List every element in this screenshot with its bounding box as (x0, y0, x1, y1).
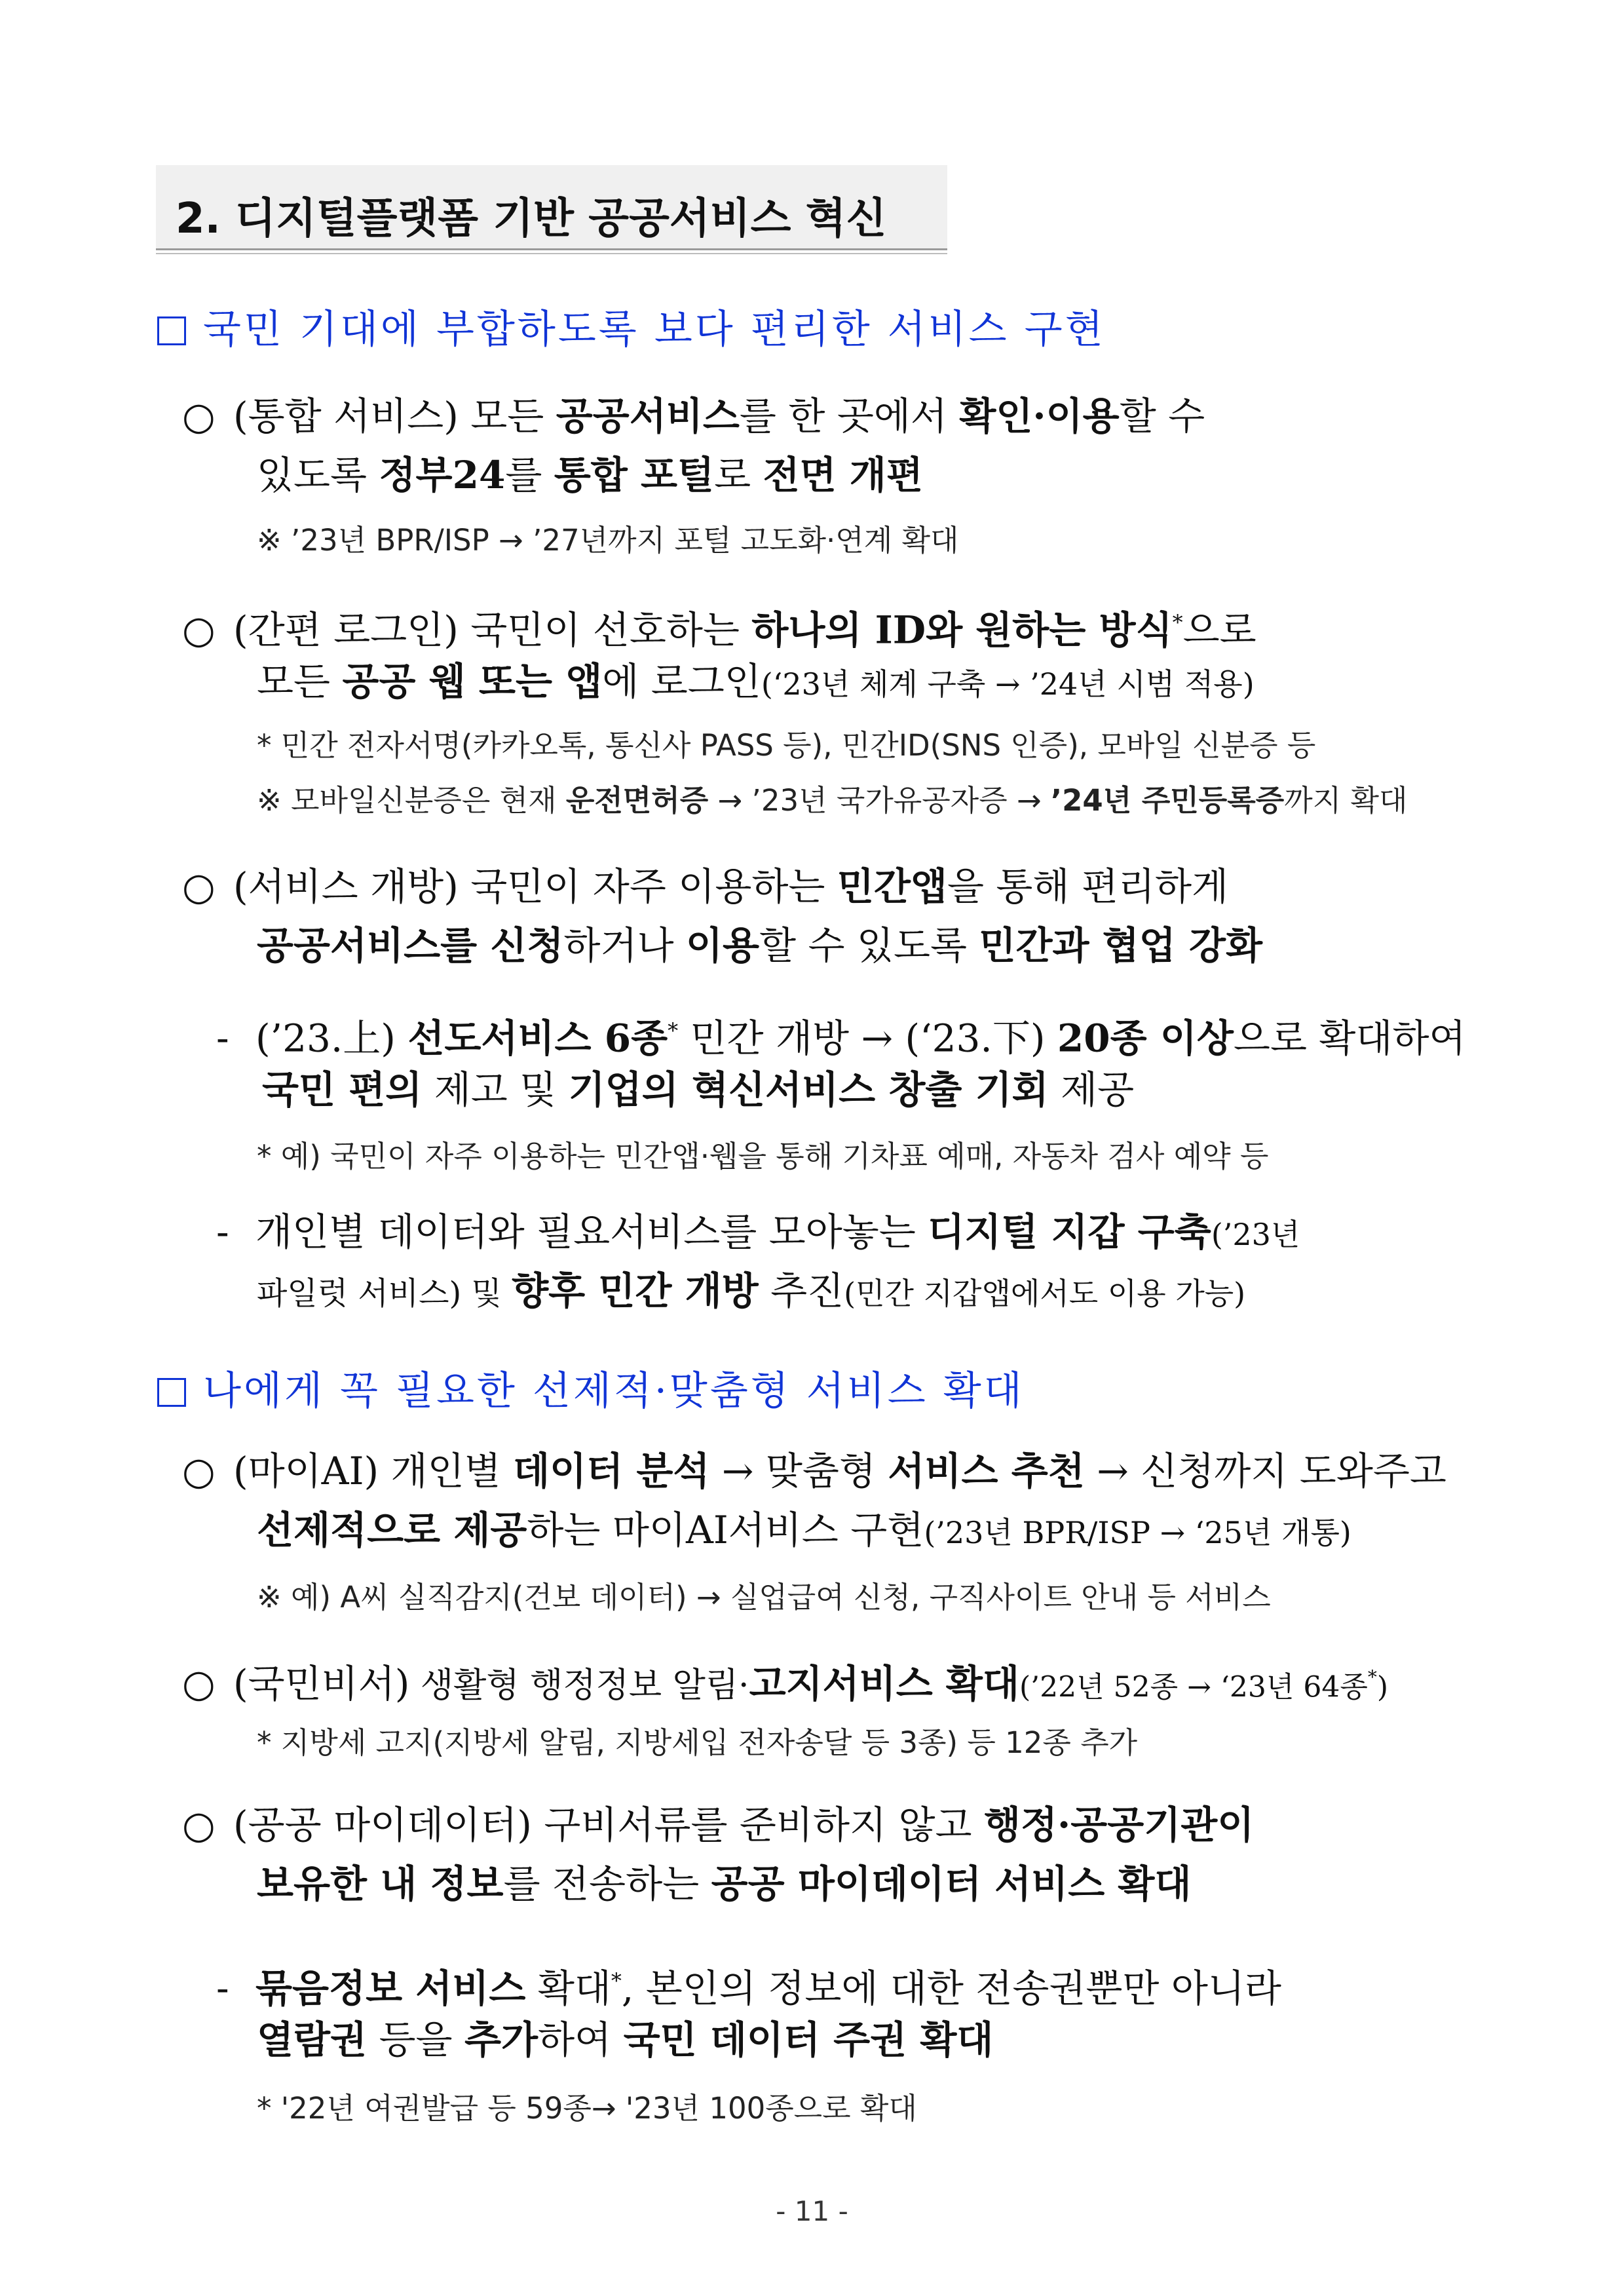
circle-bullet-icon: ○ (182, 1803, 216, 1847)
section-title-box (156, 165, 947, 250)
section-title: 2. 디지털플랫폼 기반 공공서비스 혁신 (176, 195, 887, 243)
circle-bullet-icon: ○ (182, 1449, 216, 1493)
dash-item-lead-services: - (’23.上) 선도서비스 6종* 민간 개방 → (‘23.下) 20종 이상으로 확대하여 (216, 1016, 1466, 1061)
note-public-mydata: * '22년 여권발급 등 59종→ '23년 100종으로 확대 (257, 2091, 917, 2126)
note-simple-login-2: ※ 모바일신분증은 현재 운전면허증 → ’23년 국가유공자증 → ’24년 주민등록증까지 확대 (257, 783, 1408, 818)
circle-bullet-icon: ○ (182, 394, 216, 438)
bullet-item-my-ai: ○ (마이AI) 개인별 데이터 분석 → 맞춤형 서비스 추천 → 신청까지 도와주고 (182, 1442, 1446, 1501)
bullet-item-simple-login: ○ (간편 로그인) 국민이 선호하는 하나의 ID와 원하는 방식*으로 (182, 593, 1256, 659)
bullet-item-my-ai-line2: 선제적으로 제공하는 마이AI서비스 구현(’23년 BPR/ISP → ‘25년 개통) (257, 1508, 1351, 1552)
circle-bullet-icon: ○ (182, 607, 216, 653)
checkbox-square-icon (157, 1378, 186, 1407)
bullet-item-integrated-service-line2: 있도록 정부24를 통합 포털로 전면 개편 (257, 453, 923, 497)
note-my-ai: ※ 예) A씨 실직감지(건보 데이터) → 실업급여 신청, 구직사이트 안내 등 서비스 (257, 1580, 1271, 1615)
dash-item-bundle-info: - 묶음정보 서비스 확대*, 본인의 정보에 대한 전송권뿐만 아니라 (216, 1966, 1281, 2011)
dash-item-digital-wallet-line2: 파일럿 서비스) 및 향후 민간 개방 추진(민간 지갑앱에서도 이용 가능) (257, 1269, 1246, 1313)
bullet-item-national-secretary: ○ (국민비서) 생활형 행정정보 알림·고지서비스 확대(’22년 52종 → ‘23년 64종*) (182, 1648, 1388, 1717)
bullet-item-integrated-service: ○ (통합 서비스) 모든 공공서비스를 한 곳에서 확인·이용할 수 (182, 387, 1205, 446)
circle-bullet-icon: ○ (182, 864, 216, 909)
dash-item-bundle-info-line2: 열람권 등을 추가하여 국민 데이터 주권 확대 (257, 2018, 994, 2062)
dash-item-digital-wallet: - 개인별 데이터와 필요서비스를 모아놓는 디지털 지갑 구축(’23년 (216, 1210, 1300, 1254)
section-title-rule (156, 253, 947, 254)
bullet-item-service-open: ○ (서비스 개방) 국민이 자주 이용하는 민간앱을 통해 편리하게 (182, 857, 1228, 916)
bullet-item-public-mydata-line2: 보유한 내 정보를 전송하는 공공 마이데이터 서비스 확대 (257, 1862, 1192, 1906)
bullet-item-public-mydata: ○ (공공 마이데이터) 구비서류를 준비하지 않고 행정·공공기관이 (182, 1795, 1254, 1854)
checkbox-square-icon (157, 316, 186, 345)
page-number: - 11 - (776, 2195, 848, 2227)
circle-bullet-icon: ○ (182, 1661, 216, 1706)
bullet-item-simple-login-line2: 모든 공공 웹 또는 앱에 로그인(‘23년 체계 구축 → ’24년 시범 적용) (257, 659, 1255, 704)
note-simple-login-1: * 민간 전자서명(카카오톡, 통신사 PASS 등), 민간ID(SNS 인증), 모바일 신분증 등 (257, 728, 1316, 763)
note-national-secretary: * 지방세 고지(지방세 알림, 지방세입 전자송달 등 3종) 등 12종 추가 (257, 1725, 1138, 1760)
heading-2: 나에게 꼭 필요한 선제적·맞춤형 서비스 확대 (157, 1360, 1025, 1416)
note-integrated-service: ※ ’23년 BPR/ISP → ’27년까지 포털 고도화·연계 확대 (257, 523, 959, 558)
note-service-open: * 예) 국민이 자주 이용하는 민간앱·웹을 통해 기차표 예매, 자동차 검사 예약 등 (257, 1139, 1269, 1174)
dash-item-lead-services-line2: 국민 편의 제고 및 기업의 혁신서비스 창출 기회 제공 (262, 1067, 1135, 1112)
heading-1: 국민 기대에 부합하도록 보다 편리한 서비스 구현 (157, 298, 1106, 354)
bullet-item-service-open-line2: 공공서비스를 신청하거나 이용할 수 있도록 민간과 협업 강화 (257, 923, 1263, 968)
